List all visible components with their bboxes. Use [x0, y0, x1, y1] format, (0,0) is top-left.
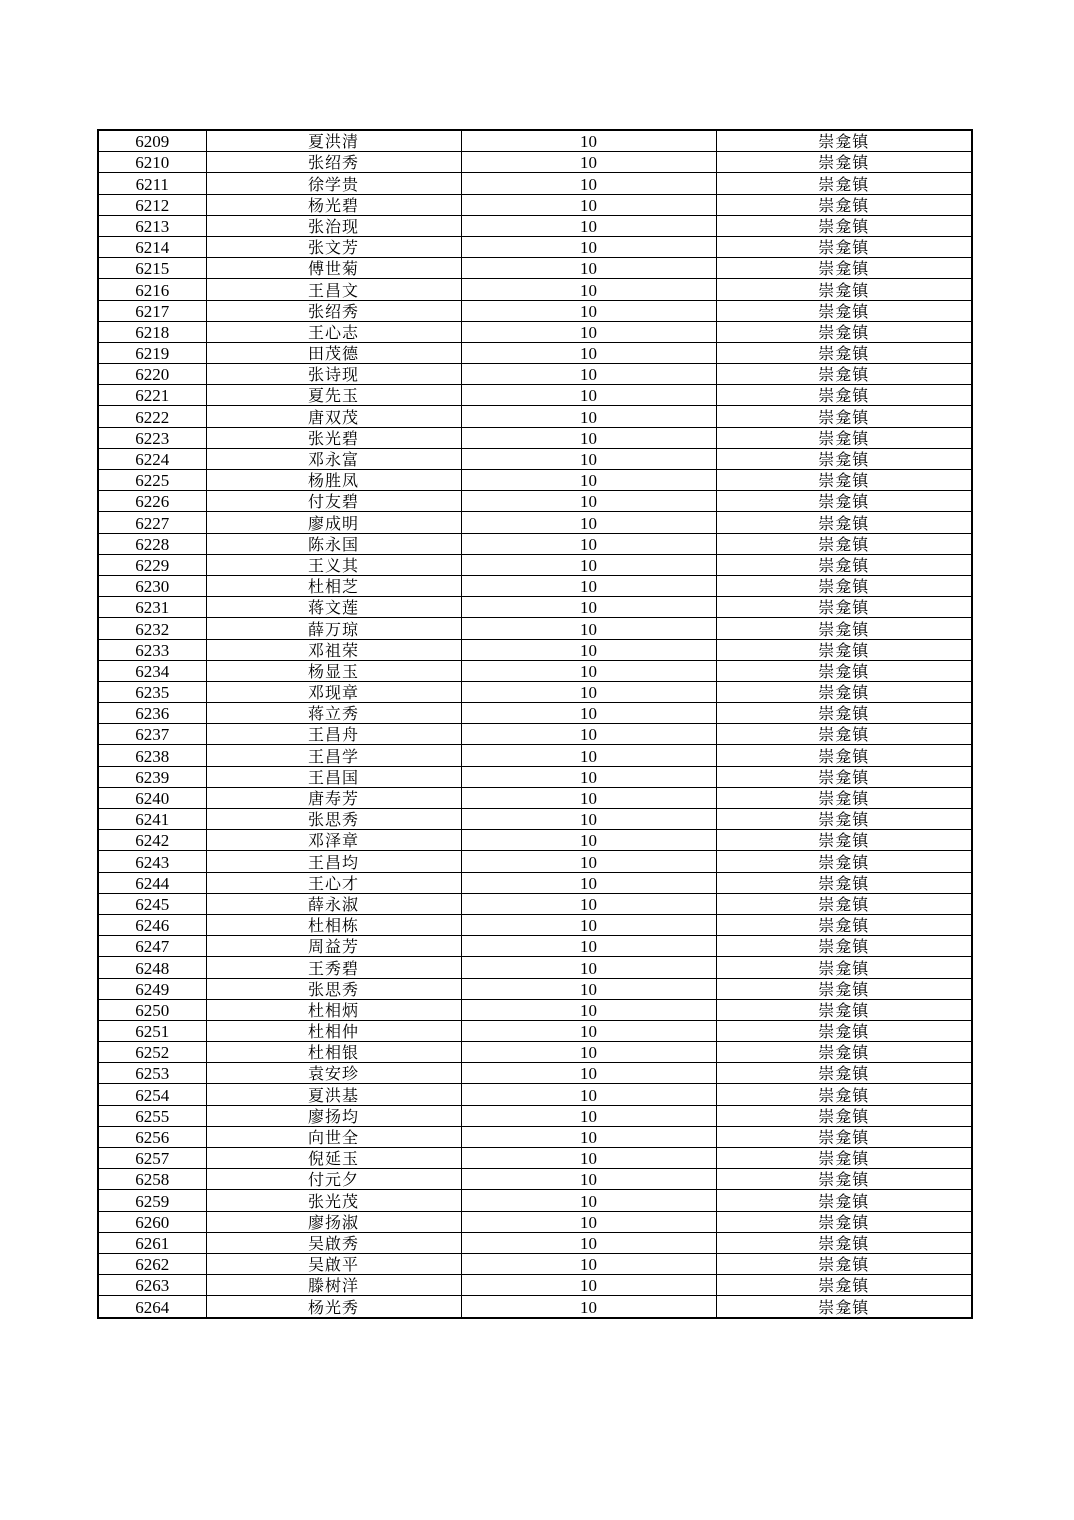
town-cell: 崇龛镇 [716, 618, 972, 639]
town-cell: 崇龛镇 [716, 766, 972, 787]
amount-cell: 10 [461, 978, 716, 999]
amount-cell: 10 [461, 406, 716, 427]
row-number-cell: 6226 [98, 491, 206, 512]
person-name-cell: 付友碧 [206, 491, 461, 512]
amount-cell: 10 [461, 1275, 716, 1296]
person-name-cell: 王义其 [206, 554, 461, 575]
town-cell: 崇龛镇 [716, 1296, 972, 1318]
person-name-cell: 杜相银 [206, 1042, 461, 1063]
person-name-cell: 王昌舟 [206, 724, 461, 745]
town-cell: 崇龛镇 [716, 1253, 972, 1274]
row-number-cell: 6237 [98, 724, 206, 745]
person-name-cell: 陈永国 [206, 533, 461, 554]
row-number-cell: 6244 [98, 872, 206, 893]
person-name-cell: 邓祖荣 [206, 639, 461, 660]
row-number-cell: 6209 [98, 130, 206, 152]
table-row [98, 681, 972, 702]
amount-cell: 10 [461, 1190, 716, 1211]
person-name-cell: 张绍秀 [206, 300, 461, 321]
person-name-cell: 王秀碧 [206, 957, 461, 978]
table-row [98, 703, 972, 724]
town-cell: 崇龛镇 [716, 1042, 972, 1063]
town-cell: 崇龛镇 [716, 470, 972, 491]
row-number-cell: 6251 [98, 1020, 206, 1041]
amount-cell: 10 [461, 914, 716, 935]
amount-cell: 10 [461, 957, 716, 978]
town-cell: 崇龛镇 [716, 724, 972, 745]
amount-cell: 10 [461, 279, 716, 300]
amount-cell: 10 [461, 236, 716, 257]
town-cell: 崇龛镇 [716, 703, 972, 724]
person-name-cell: 徐学贵 [206, 173, 461, 194]
amount-cell: 10 [461, 512, 716, 533]
row-number-cell: 6245 [98, 893, 206, 914]
row-number-cell: 6249 [98, 978, 206, 999]
amount-cell: 10 [461, 724, 716, 745]
row-number-cell: 6254 [98, 1084, 206, 1105]
row-number-cell: 6261 [98, 1232, 206, 1253]
table-row [98, 851, 972, 872]
row-number-cell: 6234 [98, 660, 206, 681]
person-name-cell: 唐寿芳 [206, 787, 461, 808]
amount-cell: 10 [461, 533, 716, 554]
town-cell: 崇龛镇 [716, 1190, 972, 1211]
person-name-cell: 杨光秀 [206, 1296, 461, 1318]
table-row [98, 194, 972, 215]
person-name-cell: 杜相芝 [206, 575, 461, 596]
person-name-cell: 袁安珍 [206, 1063, 461, 1084]
table-row [98, 1105, 972, 1126]
row-number-cell: 6222 [98, 406, 206, 427]
row-number-cell: 6224 [98, 448, 206, 469]
row-number-cell: 6215 [98, 258, 206, 279]
town-cell: 崇龛镇 [716, 681, 972, 702]
amount-cell: 10 [461, 1126, 716, 1147]
amount-cell: 10 [461, 703, 716, 724]
row-number-cell: 6231 [98, 597, 206, 618]
table-row [98, 1020, 972, 1041]
row-number-cell: 6216 [98, 279, 206, 300]
person-name-cell: 付元夕 [206, 1169, 461, 1190]
town-cell: 崇龛镇 [716, 872, 972, 893]
town-cell: 崇龛镇 [716, 1148, 972, 1169]
person-name-cell: 张思秀 [206, 978, 461, 999]
table-row [98, 1211, 972, 1232]
town-cell: 崇龛镇 [716, 533, 972, 554]
amount-cell: 10 [461, 258, 716, 279]
person-name-cell: 杨胜凤 [206, 470, 461, 491]
table-row [98, 321, 972, 342]
table-row [98, 639, 972, 660]
person-name-cell: 张治现 [206, 215, 461, 236]
subsidy-table [97, 129, 973, 1319]
amount-cell: 10 [461, 639, 716, 660]
town-cell: 崇龛镇 [716, 893, 972, 914]
table-row [98, 745, 972, 766]
person-name-cell: 滕树洋 [206, 1275, 461, 1296]
table-row [98, 1063, 972, 1084]
row-number-cell: 6248 [98, 957, 206, 978]
row-number-cell: 6213 [98, 215, 206, 236]
table-row [98, 152, 972, 173]
row-number-cell: 6242 [98, 830, 206, 851]
table-row [98, 1275, 972, 1296]
town-cell: 崇龛镇 [716, 660, 972, 681]
amount-cell: 10 [461, 321, 716, 342]
row-number-cell: 6229 [98, 554, 206, 575]
row-number-cell: 6218 [98, 321, 206, 342]
amount-cell: 10 [461, 448, 716, 469]
row-number-cell: 6238 [98, 745, 206, 766]
town-cell: 崇龛镇 [716, 1020, 972, 1041]
amount-cell: 10 [461, 936, 716, 957]
amount-cell: 10 [461, 427, 716, 448]
table-row [98, 300, 972, 321]
town-cell: 崇龛镇 [716, 1084, 972, 1105]
amount-cell: 10 [461, 1296, 716, 1318]
row-number-cell: 6219 [98, 342, 206, 363]
person-name-cell: 蒋立秀 [206, 703, 461, 724]
town-cell: 崇龛镇 [716, 1126, 972, 1147]
table-row [98, 385, 972, 406]
row-number-cell: 6221 [98, 385, 206, 406]
table-row [98, 957, 972, 978]
table-row [98, 364, 972, 385]
table-row [98, 575, 972, 596]
person-name-cell: 杜相栋 [206, 914, 461, 935]
table-row [98, 1084, 972, 1105]
town-cell: 崇龛镇 [716, 809, 972, 830]
row-number-cell: 6220 [98, 364, 206, 385]
row-number-cell: 6214 [98, 236, 206, 257]
town-cell: 崇龛镇 [716, 385, 972, 406]
town-cell: 崇龛镇 [716, 194, 972, 215]
person-name-cell: 张光碧 [206, 427, 461, 448]
table-row [98, 406, 972, 427]
row-number-cell: 6217 [98, 300, 206, 321]
row-number-cell: 6240 [98, 787, 206, 808]
person-name-cell: 夏洪清 [206, 130, 461, 152]
town-cell: 崇龛镇 [716, 787, 972, 808]
row-number-cell: 6258 [98, 1169, 206, 1190]
amount-cell: 10 [461, 787, 716, 808]
town-cell: 崇龛镇 [716, 130, 972, 152]
row-number-cell: 6247 [98, 936, 206, 957]
person-name-cell: 张光茂 [206, 1190, 461, 1211]
person-name-cell: 吴啟平 [206, 1253, 461, 1274]
table-row [98, 342, 972, 363]
row-number-cell: 6225 [98, 470, 206, 491]
row-number-cell: 6262 [98, 1253, 206, 1274]
amount-cell: 10 [461, 1253, 716, 1274]
table-row [98, 512, 972, 533]
person-name-cell: 夏先玉 [206, 385, 461, 406]
row-number-cell: 6246 [98, 914, 206, 935]
table-row [98, 1232, 972, 1253]
row-number-cell: 6228 [98, 533, 206, 554]
person-name-cell: 张思秀 [206, 809, 461, 830]
town-cell: 崇龛镇 [716, 406, 972, 427]
row-number-cell: 6212 [98, 194, 206, 215]
table-row [98, 809, 972, 830]
amount-cell: 10 [461, 194, 716, 215]
row-number-cell: 6253 [98, 1063, 206, 1084]
town-cell: 崇龛镇 [716, 491, 972, 512]
person-name-cell: 杨光碧 [206, 194, 461, 215]
town-cell: 崇龛镇 [716, 321, 972, 342]
person-name-cell: 廖扬均 [206, 1105, 461, 1126]
amount-cell: 10 [461, 1105, 716, 1126]
table-row [98, 279, 972, 300]
town-cell: 崇龛镇 [716, 1275, 972, 1296]
town-cell: 崇龛镇 [716, 448, 972, 469]
town-cell: 崇龛镇 [716, 364, 972, 385]
town-cell: 崇龛镇 [716, 597, 972, 618]
row-number-cell: 6252 [98, 1042, 206, 1063]
amount-cell: 10 [461, 491, 716, 512]
amount-cell: 10 [461, 1042, 716, 1063]
person-name-cell: 王心志 [206, 321, 461, 342]
amount-cell: 10 [461, 851, 716, 872]
town-cell: 崇龛镇 [716, 258, 972, 279]
town-cell: 崇龛镇 [716, 1105, 972, 1126]
row-number-cell: 6259 [98, 1190, 206, 1211]
table-row [98, 1169, 972, 1190]
person-name-cell: 向世全 [206, 1126, 461, 1147]
table-row [98, 173, 972, 194]
table-row [98, 1148, 972, 1169]
amount-cell: 10 [461, 872, 716, 893]
table-row [98, 914, 972, 935]
row-number-cell: 6233 [98, 639, 206, 660]
town-cell: 崇龛镇 [716, 914, 972, 935]
row-number-cell: 6256 [98, 1126, 206, 1147]
amount-cell: 10 [461, 215, 716, 236]
town-cell: 崇龛镇 [716, 745, 972, 766]
amount-cell: 10 [461, 597, 716, 618]
amount-cell: 10 [461, 893, 716, 914]
amount-cell: 10 [461, 830, 716, 851]
town-cell: 崇龛镇 [716, 300, 972, 321]
town-cell: 崇龛镇 [716, 575, 972, 596]
town-cell: 崇龛镇 [716, 999, 972, 1020]
town-cell: 崇龛镇 [716, 957, 972, 978]
person-name-cell: 傅世菊 [206, 258, 461, 279]
amount-cell: 10 [461, 575, 716, 596]
table-row [98, 1296, 972, 1318]
person-name-cell: 倪延玉 [206, 1148, 461, 1169]
amount-cell: 10 [461, 809, 716, 830]
table-row [98, 448, 972, 469]
amount-cell: 10 [461, 342, 716, 363]
table-row [98, 427, 972, 448]
town-cell: 崇龛镇 [716, 236, 972, 257]
table-row [98, 724, 972, 745]
town-cell: 崇龛镇 [716, 1169, 972, 1190]
amount-cell: 10 [461, 1232, 716, 1253]
amount-cell: 10 [461, 554, 716, 575]
town-cell: 崇龛镇 [716, 279, 972, 300]
person-name-cell: 王心才 [206, 872, 461, 893]
town-cell: 崇龛镇 [716, 512, 972, 533]
amount-cell: 10 [461, 681, 716, 702]
amount-cell: 10 [461, 745, 716, 766]
town-cell: 崇龛镇 [716, 978, 972, 999]
amount-cell: 10 [461, 470, 716, 491]
person-name-cell: 杨显玉 [206, 660, 461, 681]
amount-cell: 10 [461, 1148, 716, 1169]
row-number-cell: 6239 [98, 766, 206, 787]
amount-cell: 10 [461, 364, 716, 385]
person-name-cell: 廖扬淑 [206, 1211, 461, 1232]
amount-cell: 10 [461, 1020, 716, 1041]
amount-cell: 10 [461, 385, 716, 406]
person-name-cell: 王昌文 [206, 279, 461, 300]
amount-cell: 10 [461, 152, 716, 173]
town-cell: 崇龛镇 [716, 936, 972, 957]
person-name-cell: 王昌学 [206, 745, 461, 766]
amount-cell: 10 [461, 1084, 716, 1105]
row-number-cell: 6232 [98, 618, 206, 639]
person-name-cell: 张绍秀 [206, 152, 461, 173]
person-name-cell: 邓永富 [206, 448, 461, 469]
amount-cell: 10 [461, 618, 716, 639]
person-name-cell: 薛万琼 [206, 618, 461, 639]
row-number-cell: 6227 [98, 512, 206, 533]
person-name-cell: 薛永淑 [206, 893, 461, 914]
row-number-cell: 6236 [98, 703, 206, 724]
amount-cell: 10 [461, 130, 716, 152]
person-name-cell: 唐双茂 [206, 406, 461, 427]
person-name-cell: 王昌均 [206, 851, 461, 872]
row-number-cell: 6235 [98, 681, 206, 702]
row-number-cell: 6230 [98, 575, 206, 596]
table-row [98, 258, 972, 279]
row-number-cell: 6255 [98, 1105, 206, 1126]
table-row [98, 872, 972, 893]
person-name-cell: 杜相仲 [206, 1020, 461, 1041]
table-row [98, 978, 972, 999]
row-number-cell: 6223 [98, 427, 206, 448]
town-cell: 崇龛镇 [716, 427, 972, 448]
person-name-cell: 吴啟秀 [206, 1232, 461, 1253]
row-number-cell: 6211 [98, 173, 206, 194]
row-number-cell: 6263 [98, 1275, 206, 1296]
person-name-cell: 夏洪基 [206, 1084, 461, 1105]
town-cell: 崇龛镇 [716, 1063, 972, 1084]
town-cell: 崇龛镇 [716, 639, 972, 660]
table-row [98, 1190, 972, 1211]
town-cell: 崇龛镇 [716, 152, 972, 173]
table-row [98, 830, 972, 851]
table-row [98, 1126, 972, 1147]
row-number-cell: 6210 [98, 152, 206, 173]
town-cell: 崇龛镇 [716, 1211, 972, 1232]
row-number-cell: 6243 [98, 851, 206, 872]
table-row [98, 236, 972, 257]
person-name-cell: 张诗现 [206, 364, 461, 385]
table-row [98, 1042, 972, 1063]
person-name-cell: 周益芳 [206, 936, 461, 957]
person-name-cell: 杜相炳 [206, 999, 461, 1020]
town-cell: 崇龛镇 [716, 1232, 972, 1253]
table-row [98, 554, 972, 575]
person-name-cell: 张文芳 [206, 236, 461, 257]
amount-cell: 10 [461, 999, 716, 1020]
person-name-cell: 王昌国 [206, 766, 461, 787]
table-row [98, 470, 972, 491]
table-row [98, 787, 972, 808]
amount-cell: 10 [461, 660, 716, 681]
table-row [98, 766, 972, 787]
table-row [98, 215, 972, 236]
town-cell: 崇龛镇 [716, 215, 972, 236]
row-number-cell: 6260 [98, 1211, 206, 1232]
person-name-cell: 邓现章 [206, 681, 461, 702]
person-name-cell: 田茂德 [206, 342, 461, 363]
town-cell: 崇龛镇 [716, 342, 972, 363]
row-number-cell: 6264 [98, 1296, 206, 1318]
table-row [98, 660, 972, 681]
person-name-cell: 廖成明 [206, 512, 461, 533]
town-cell: 崇龛镇 [716, 173, 972, 194]
table-row [98, 999, 972, 1020]
table-row [98, 893, 972, 914]
amount-cell: 10 [461, 766, 716, 787]
row-number-cell: 6257 [98, 1148, 206, 1169]
table-row [98, 1253, 972, 1274]
town-cell: 崇龛镇 [716, 554, 972, 575]
table-row [98, 130, 972, 152]
table-row [98, 936, 972, 957]
table-row [98, 533, 972, 554]
table-body [98, 130, 972, 1318]
person-name-cell: 蒋文莲 [206, 597, 461, 618]
row-number-cell: 6250 [98, 999, 206, 1020]
amount-cell: 10 [461, 1211, 716, 1232]
amount-cell: 10 [461, 1063, 716, 1084]
amount-cell: 10 [461, 173, 716, 194]
table-row [98, 491, 972, 512]
row-number-cell: 6241 [98, 809, 206, 830]
amount-cell: 10 [461, 300, 716, 321]
person-name-cell: 邓泽章 [206, 830, 461, 851]
town-cell: 崇龛镇 [716, 851, 972, 872]
table-row [98, 618, 972, 639]
amount-cell: 10 [461, 1169, 716, 1190]
town-cell: 崇龛镇 [716, 830, 972, 851]
table-row [98, 597, 972, 618]
